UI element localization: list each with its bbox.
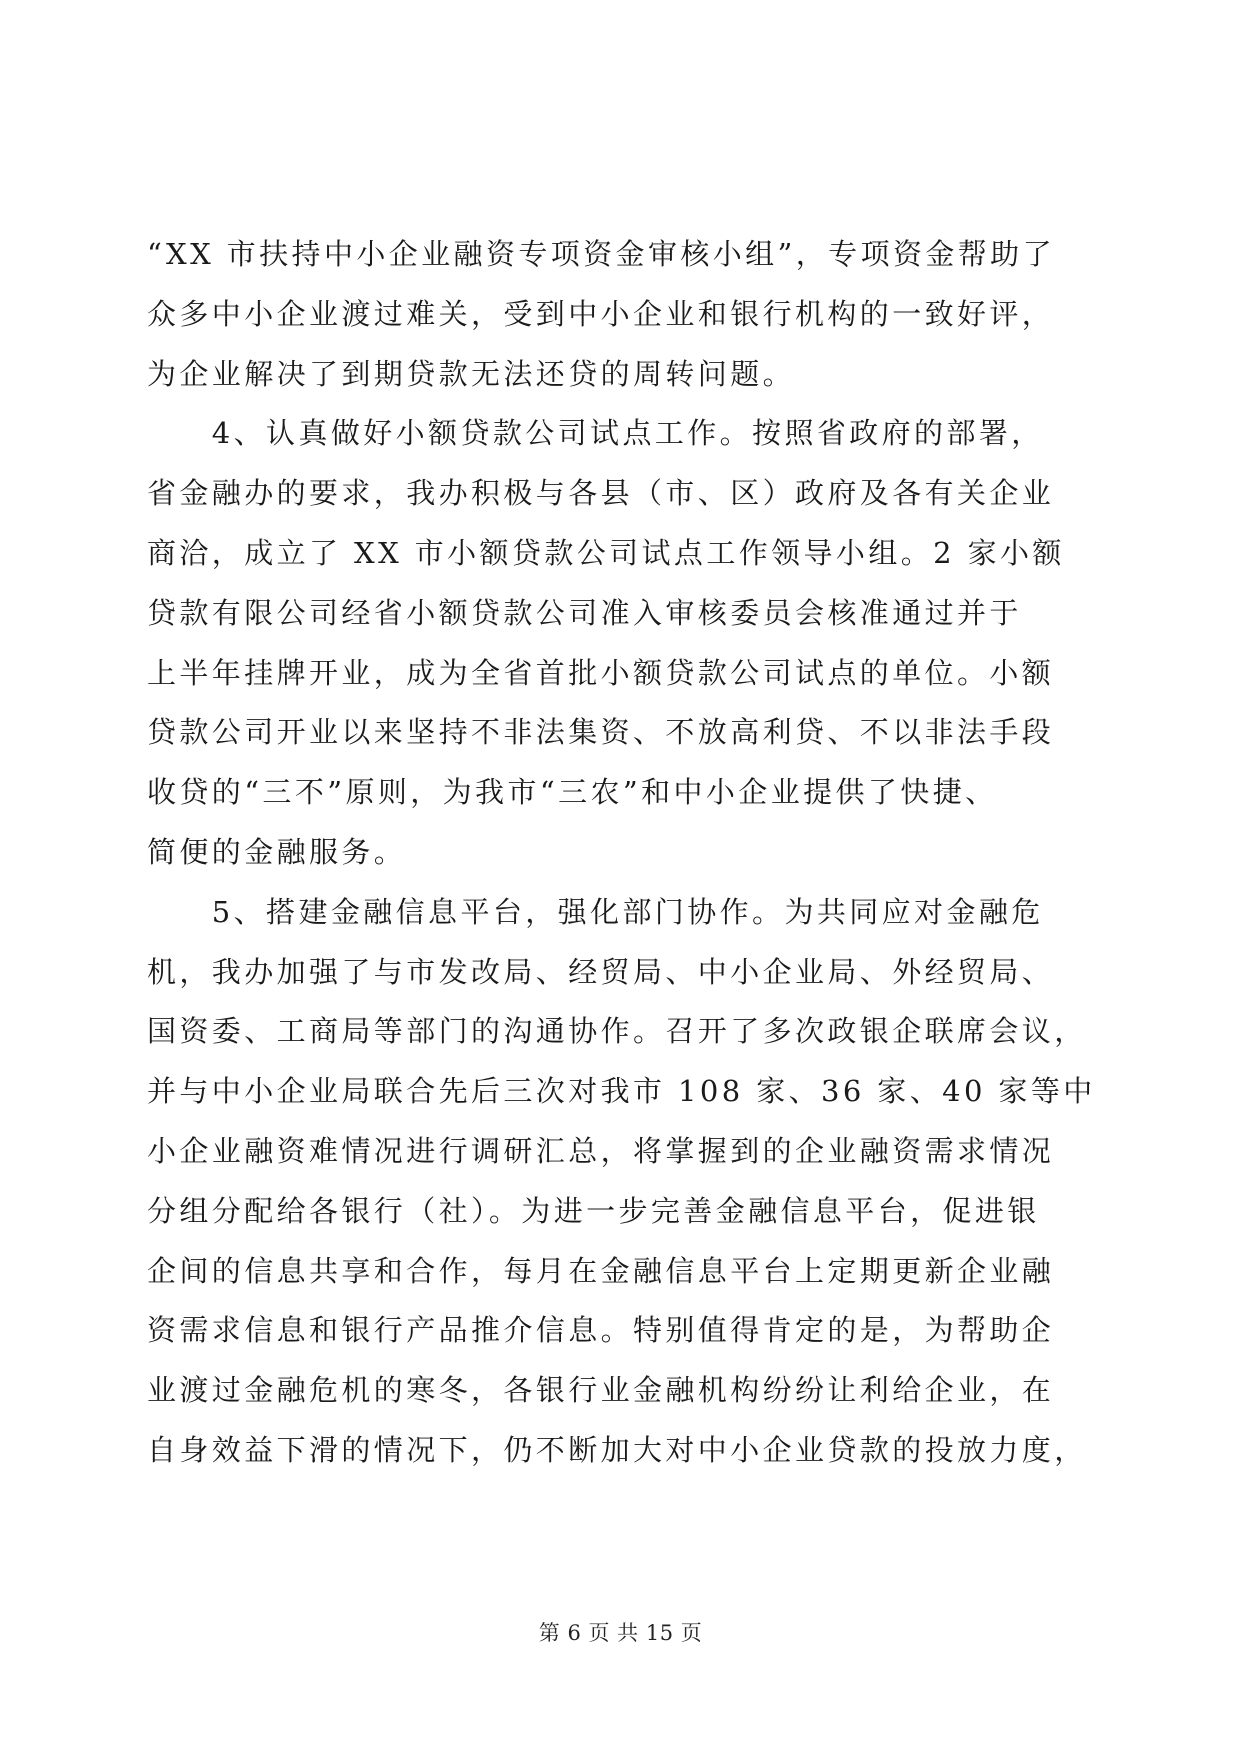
text-line: 贷款公司开业以来坚持不非法集资、不放高利贷、不以非法手段 <box>147 715 1055 750</box>
document-body <box>147 225 1096 1481</box>
text-line: 小企业融资难情况进行调研汇总，将掌握到的企业融资需求情况 <box>147 1133 1055 1168</box>
text-line: 并与中小企业局联合先后三次对我市 108 家、36 家、40 家等中 <box>147 1074 1096 1109</box>
paragraph-4-start: 4、认真做好小额贷款公司试点工作。按照省政府的部署， <box>147 416 1044 451</box>
page-number-footer: 第 6 页 共 15 页 <box>538 1621 703 1645</box>
text-line: 业渡过金融危机的寒冬，各银行业金融机构纷纷让利给企业，在 <box>147 1373 1055 1408</box>
text-line: 分组分配给各银行（社）。为进一步完善金融信息平台，促进银 <box>147 1193 1040 1228</box>
text-line: 资需求信息和银行产品推介信息。特别值得肯定的是，为帮助企 <box>147 1313 1055 1348</box>
text-line: 上半年挂牌开业，成为全省首批小额贷款公司试点的单位。小额 <box>147 655 1055 690</box>
text-line: 为企业解决了到期贷款无法还贷的周转问题。 <box>147 356 796 391</box>
text-line: “XX 市扶持中小企业融资专项资金审核小组”，专项资金帮助了 <box>147 237 1055 271</box>
text-line: 众多中小企业渡过难关，受到中小企业和银行机构的一致好评， <box>147 296 1055 331</box>
text-line: 自身效益下滑的情况下，仍不断加大对中小企业贷款的投放力度， <box>147 1432 1087 1467</box>
text-line: 收贷的“三不”原则，为我市“三农”和中小企业提供了快捷、 <box>147 775 998 810</box>
text-line: 国资委、工商局等部门的沟通协作。召开了多次政银企联席会议， <box>147 1014 1087 1049</box>
text-line: 商洽，成立了 XX 市小额贷款公司试点工作领导小组。2 家小额 <box>147 535 1065 570</box>
text-line: 贷款有限公司经省小额贷款公司准入审核委员会核准通过并于 <box>147 595 1022 630</box>
text-line: 机，我办加强了与市发改局、经贸局、中小企业局、外经贸局、 <box>147 954 1055 989</box>
text-line: 省金融办的要求，我办积极与各县（市、区）政府及各有关企业 <box>147 476 1055 511</box>
text-line: 企间的信息共享和合作，每月在金融信息平台上定期更新企业融 <box>147 1253 1055 1288</box>
text-line: 简便的金融服务。 <box>147 834 407 869</box>
paragraph-5-start: 5、搭建金融信息平台，强化部门协作。为共同应对金融危 <box>147 894 1044 929</box>
